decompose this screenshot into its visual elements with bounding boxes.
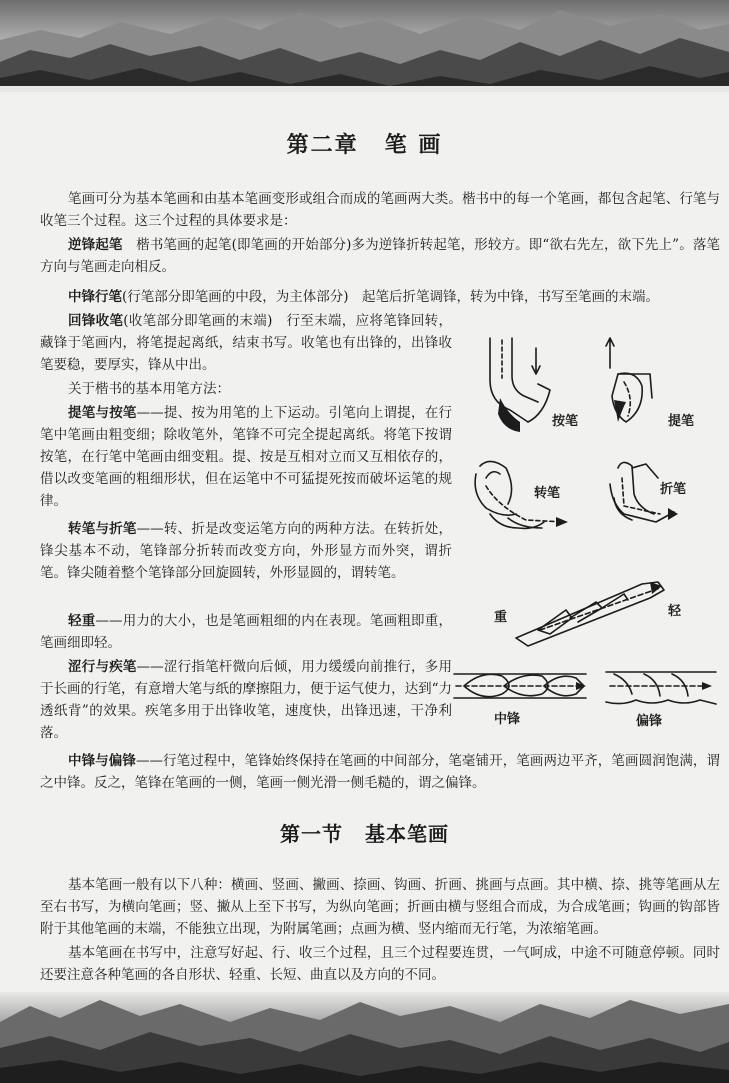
qingzhong-text: ——用力的大小，也是笔画粗细的内在表现。笔画粗即重，笔画细即轻。 xyxy=(40,613,453,651)
tian-paragraph xyxy=(40,402,452,512)
qingzhong-paragraph xyxy=(40,610,452,654)
zhongfeng-xing-paragraph xyxy=(40,286,720,308)
label-zhuan-bi: 转笔 xyxy=(534,486,561,501)
zhongfeng-drawing xyxy=(454,674,586,698)
brush-technique-illustration xyxy=(446,318,729,750)
zhongpian-text: ——行笔过程中，笔锋始终保持在笔画的中间部分，笔毫铺开，笔画两边平齐，笔画圆润饱满，谓之中锋。反之，笔锋在笔画的一侧，笔画一侧光滑一侧毛糙的，谓之偏锋。 xyxy=(40,753,721,791)
section-title xyxy=(0,818,729,847)
zhongpian-term: 中锋与偏锋 xyxy=(68,753,136,769)
an-bi-drawing xyxy=(490,338,550,432)
zhuan-paragraph xyxy=(40,518,452,584)
label-zhong: 重 xyxy=(494,610,508,625)
label-an-bi: 按笔 xyxy=(552,414,579,429)
section-paragraph-2: 基本笔画在书写中，注意写好起、行、收三个过程，且三个过程要连贯，一气呵成，中途不可随意停顿。同时还要注意各种笔画的各自形状、轻重、长短、曲直以及方向的不同。 xyxy=(40,945,720,983)
chapter-title xyxy=(0,128,729,159)
label-zhongfeng: 中锋 xyxy=(494,712,521,727)
huifeng-term: 回锋收笔 xyxy=(68,313,124,329)
nifeng-paragraph xyxy=(40,234,720,278)
zhongfeng-xing-term: 中锋行笔 xyxy=(68,289,122,305)
zhuan-term: 转笔与折笔 xyxy=(68,521,137,537)
label-zhe-bi: 折笔 xyxy=(660,482,687,497)
se-text: ——涩行指笔杆微向后倾，用力缓缓向前推行，多用于长画的行笔，有意增大笔与纸的摩擦阻力，便于运气使力，达到“力透纸背”的效果。疾笔多用于出锋收笔，速度快，出锋迅速，干净利落。 xyxy=(40,659,453,741)
pianfeng-drawing xyxy=(606,672,716,704)
bottom-landscape-banner xyxy=(0,992,729,1083)
se-term: 涩行与疾笔 xyxy=(68,659,137,675)
section-name: 基本笔画 xyxy=(365,822,449,846)
label-pianfeng: 偏锋 xyxy=(636,714,663,729)
section-paragraph-1: 基本笔画一般有以下八种：横画、竖画、撇画、捺画、钩画、折画、挑画与点画。其中横、捺、挑等笔画从左至右书写，为横向笔画；竖、撇从上至下书写，为纵向笔画；折画由横与竖组合而成，为合成笔画；钩画的钩部皆附于其他笔画的末端，不能独立出现，为附属笔画；点画为横、竖内缩而无行笔，为浓缩笔画。 xyxy=(40,877,720,937)
label-qing: 轻 xyxy=(668,604,682,619)
section-prefix: 第一节 xyxy=(280,822,343,846)
chapter-prefix: 第二章 xyxy=(286,132,359,158)
se-paragraph xyxy=(40,656,452,744)
ti-bi-drawing xyxy=(606,338,652,422)
qing-zhong-drawing xyxy=(516,582,664,646)
top-landscape-banner xyxy=(0,0,729,92)
nifeng-term: 逆锋起笔 xyxy=(68,237,123,253)
qingzhong-term: 轻重 xyxy=(68,613,96,629)
tian-text: ——提、按为用笔的上下运动。引笔向上谓提，在行笔中笔画由粗变细；除收笔外，笔锋不可完全提起离纸。将笔下按谓按笔，在行笔中笔画由细变粗。提、按是互相对立而又互相依存的，借以改变笔画的粗细形状，但在运笔中不可猛提死按而破坏运笔的规律。 xyxy=(40,405,453,509)
nifeng-text: 楷书笔画的起笔(即笔画的开始部分)多为逆锋折转起笔，形较方。即“欲右先左，欲下先上”。落笔方向与笔画走向相反。 xyxy=(40,237,720,275)
methods-intro: 关于楷书的基本用笔方法： xyxy=(68,381,230,397)
chapter-name: 笔 画 xyxy=(384,132,443,158)
intro-paragraph: 笔画可分为基本笔画和由基本笔画变形或组合而成的笔画两大类。楷书中的每一个笔画，都包含起笔、行笔与收笔三个过程。这三个过程的具体要求是： xyxy=(40,191,720,229)
label-ti-bi: 提笔 xyxy=(668,414,695,429)
huifeng-text: (收笔部分即笔画的末端) 行至末端，应将笔锋回转，藏锋于笔画内，将笔提起离纸，结束书写。收笔也有出锋的，出锋收笔要稳，要厚实，锋从中出。 xyxy=(40,313,452,373)
huifeng-paragraph xyxy=(40,310,452,376)
tian-term: 提笔与按笔 xyxy=(68,405,137,421)
zhuan-text: ——转、折是改变运笔方向的两种方法。在转折处，锋尖基本不动，笔锋部分折转而改变方向，外形显方而外突，谓折笔。锋尖随着整个笔锋部分回旋圆转，外形显圆的，谓转笔。 xyxy=(40,521,453,581)
zhongpian-paragraph xyxy=(40,750,720,794)
zhongfeng-xing-text: (行笔部分即笔画的中段，为主体部分) 起笔后折笔调锋，转为中锋，书写至笔画的末端。 xyxy=(122,289,660,305)
